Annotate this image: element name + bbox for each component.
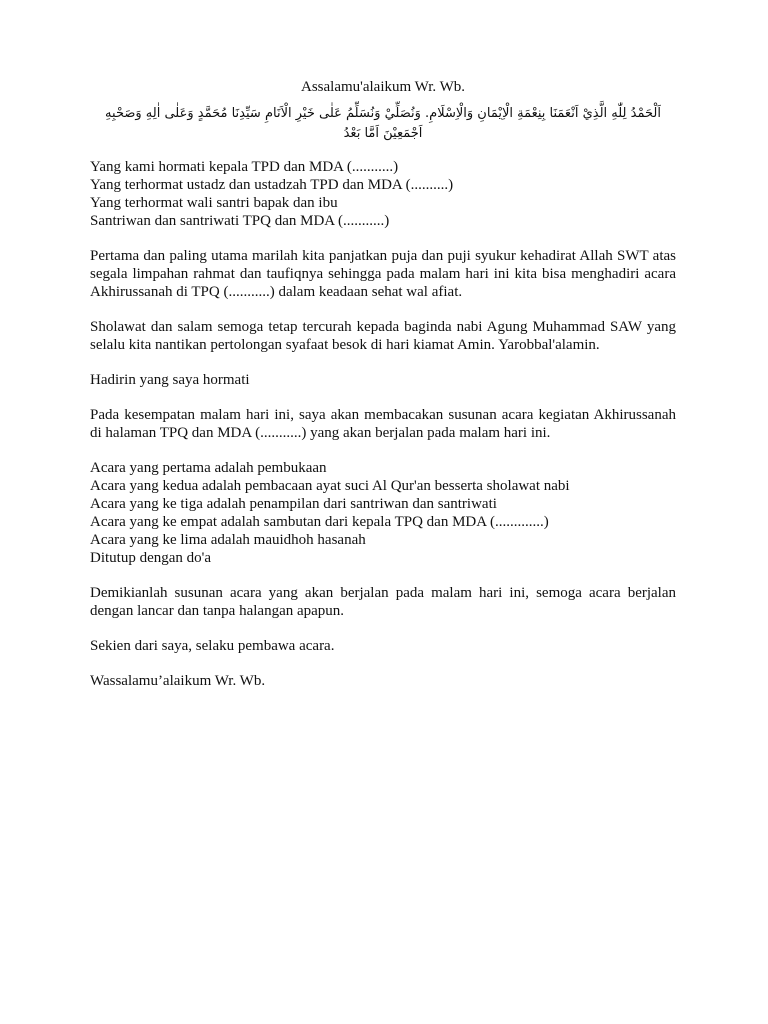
salutation-list xyxy=(90,158,676,230)
audience-address: Hadirin yang saya hormati xyxy=(90,372,250,388)
closing-paragraph: Demikianlah susunan acara yang akan berjalan pada malam hari ini, semoga acara berjalan dengan lancar dan tanpa halangan apapun. xyxy=(90,585,676,619)
salutation-line: Yang terhormat wali santri bapak dan ibu xyxy=(90,195,338,211)
program-paragraph: Pada kesempatan malam hari ini, saya akan membacakan susunan acara kegiatan Akhirussanah di halaman TPQ dan MDA (...........) yang akan berjalan pada malam hari ini. xyxy=(90,407,676,441)
agenda-item: Ditutup dengan do'a xyxy=(90,550,212,566)
agenda-item: Acara yang ke lima adalah mauidhoh hasanah xyxy=(90,532,366,548)
sholawat-paragraph: Sholawat dan salam semoga tetap tercurah kepada baginda nabi Agung Muhammad SAW yang selalu kita nantikan pertolongan syafaat besok di hari kiamat Amin. Yarobbal'alamin. xyxy=(90,319,676,353)
arabic-opening-prayer: اَلْحَمْدُ لِلّٰهِ الَّذِيْ اَنْعَمَنَا بِنِعْمَةِ الْاِيْمَانِ وَالْاِسْلَامِ. وَنُصَلِّيْ وَنُسَلِّمُ عَلٰى خَيْرِ الْاَنَامِ سَيِّدِنَا مُحَمَّدٍ وَعَلٰى اٰلِهِ وَصَحْبِهِ اَجْمَعِيْنَ اَمَّا بَعْدُ xyxy=(105,106,661,141)
gratitude-paragraph: Pertama dan paling utama marilah kita panjatkan puja dan puji syukur kehadirat Allah SWT atas segala limpahan rahmat dan taufiqnya sehingga pada malam hari ini kita bisa menghadiri acara Akhirussanah di TPQ (...........) dalam keadaan sehat wal afiat. xyxy=(90,248,676,300)
agenda-item: Acara yang ke empat adalah sambutan dari kepala TPQ dan MDA (.............) xyxy=(90,514,549,530)
agenda-list xyxy=(90,459,676,567)
salutation-line: Yang kami hormati kepala TPD dan MDA (...........) xyxy=(90,159,399,175)
agenda-item: Acara yang kedua adalah pembacaan ayat suci Al Qur'an besserta sholawat nabi xyxy=(90,478,570,494)
farewell-line: Sekien dari saya, selaku pembawa acara. xyxy=(90,638,335,654)
document-page xyxy=(90,78,676,707)
salutation-line: Yang terhormat ustadz dan ustadzah TPD dan MDA (..........) xyxy=(90,177,454,193)
agenda-item: Acara yang ke tiga adalah penampilan dari santriwan dan santriwati xyxy=(90,496,497,512)
agenda-item: Acara yang pertama adalah pembukaan xyxy=(90,460,327,476)
salutation-line: Santriwan dan santriwati TPQ dan MDA (...........) xyxy=(90,213,390,229)
opening-greeting: Assalamu'alaikum Wr. Wb. xyxy=(300,79,466,95)
closing-salam: Wassalamu’alaikum Wr. Wb. xyxy=(90,673,266,689)
